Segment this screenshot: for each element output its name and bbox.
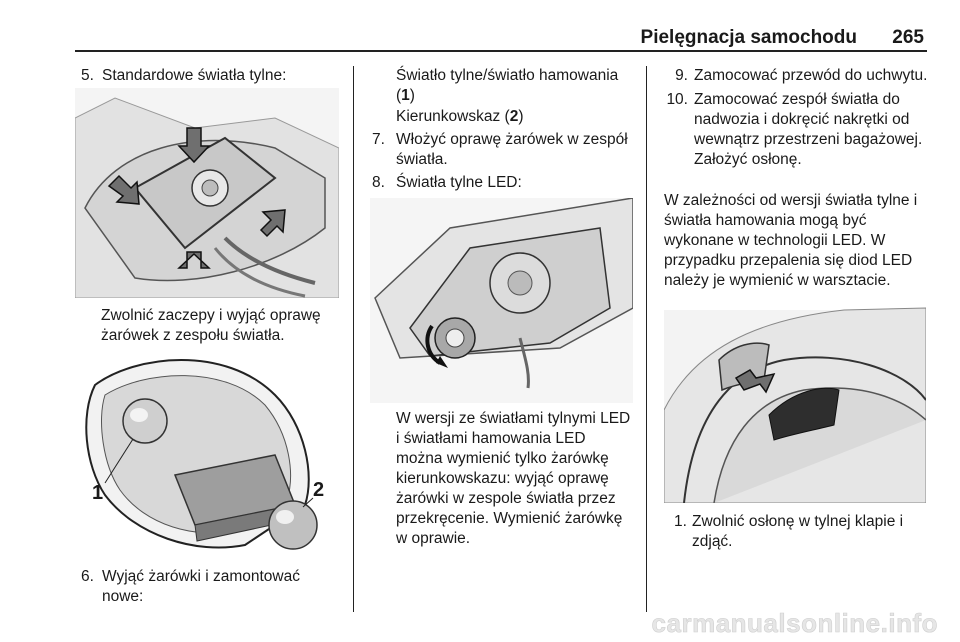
step-9 [666, 66, 936, 86]
step-number: 9. [675, 67, 688, 84]
bulb-illustration [75, 355, 339, 555]
page-title: Pielęgnacja samochodu [640, 27, 857, 48]
caption-release-holder: Zwolnić zaczepy i wyjąć oprawę żarówek z zespołu światła. [101, 307, 321, 344]
step-text: Zamocować przewód do uchwytu. [694, 67, 928, 84]
step-6 [81, 567, 341, 607]
figure-led-tail-light [370, 198, 633, 403]
page-number: 265 [892, 27, 924, 48]
item-number: 2 [509, 108, 519, 125]
bulb-holder-illustration [75, 88, 339, 298]
figure-tailgate-cover [664, 290, 926, 503]
item-text: Światło tylne/światło hamowania ( [396, 67, 619, 104]
step-text: Zwolnić osłonę w tylnej klapie i zdjąć. [692, 513, 904, 550]
figure-label-2: 2 [313, 479, 325, 501]
item-close: ) [518, 108, 524, 125]
tailgate-illustration [664, 290, 926, 503]
step-text: Włożyć oprawę żarówek w zespół światła. [396, 131, 628, 168]
step-number: 6. [81, 568, 94, 585]
header-rule [75, 50, 927, 52]
led-note: W wersji ze światłami tylnymi LED i światłami hamowania LED można wymienić tylko żarówkę kierunkowskazu: wyjąć oprawę żarówki w zespole światła przez przekręcenie. Wymienić żarówkę w oprawie. [396, 410, 631, 547]
step-text: Zamocować zespół światła do nadwozia i dokręcić nakrętki od wewnątrz przestrzeni bagażowej. Założyć osłonę. [694, 91, 923, 168]
figure-bulb-holder-release [75, 88, 339, 298]
column-divider-2 [646, 66, 647, 612]
step-number: 7. [372, 131, 385, 148]
step-1 [674, 512, 930, 552]
item-text: Kierunkowskaz ( [396, 108, 510, 125]
step-number: 8. [372, 174, 385, 191]
step-10 [666, 90, 930, 170]
item-number: 1 [401, 87, 410, 104]
step-number: 10. [666, 91, 688, 108]
led-paragraph: W zależności od wersji światła tylne i światła hamowania mogą być wykonane w technologii LED. W przypadku przepalenia się diod LED należy je wymienić w warsztacie. [664, 192, 918, 289]
bulb-item-2 [396, 107, 636, 127]
step-number: 1. [674, 513, 687, 530]
step-8 [372, 173, 640, 193]
column-divider-1 [353, 66, 354, 612]
step-text: Światła tylne LED: [396, 174, 522, 191]
step-5 [81, 66, 341, 86]
figure-bulb-holder-bulbs [75, 355, 339, 555]
step-text: Standardowe światła tylne: [102, 67, 287, 84]
bulb-item-1 [396, 66, 636, 106]
led-light-illustration [370, 198, 633, 403]
item-close: ) [409, 87, 415, 104]
figure-label-1: 1 [92, 482, 104, 504]
step-7 [372, 130, 640, 170]
watermark: carmanualsonline.info [651, 608, 938, 638]
step-number: 5. [81, 67, 94, 84]
step-text: Wyjąć żarówki i zamontować nowe: [102, 568, 300, 605]
